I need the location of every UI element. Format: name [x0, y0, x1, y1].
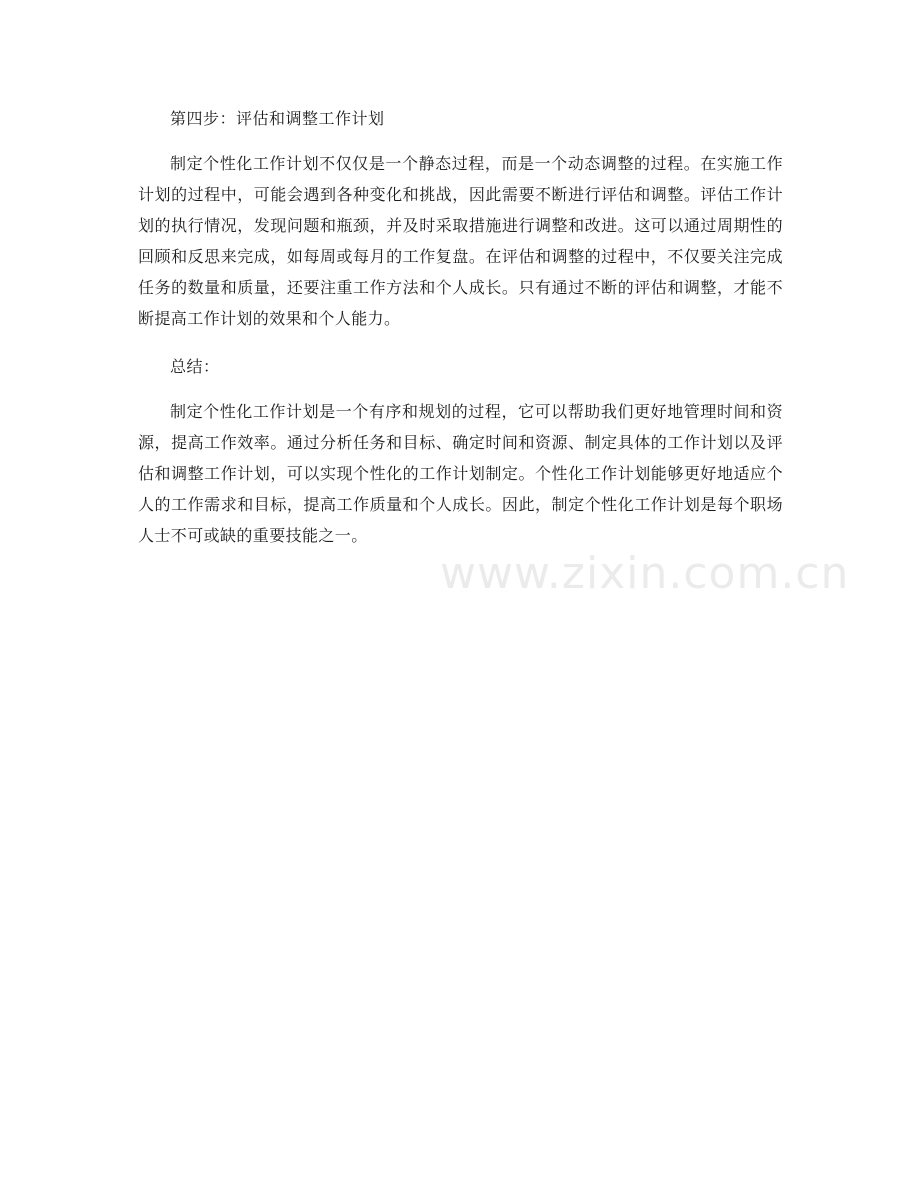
section-paragraph-step4: 制定个性化工作计划不仅仅是一个静态过程，而是一个动态调整的过程。在实施工作计划的过程中，可能会遇到各种变化和挑战，因此需要不断进行评估和调整。评估工作计划的执行情况，发现问题和瓶颈，并及时采取措施进行调整和改进。这可以通过周期性的回顾和反思来完成，如每周或每月的工作复盘。在评估和调整的过程中，不仅要关注完成任务的数量和质量，还要注重工作方法和个人成长。只有通过不断的评估和调整，才能不断提高工作计划的效果和个人能力。	[138, 154, 783, 328]
document-body	[138, 104, 783, 569]
section-heading-step4: 第四步：评估和调整工作计划	[170, 109, 385, 128]
watermark: www.zixin.com.cn	[440, 548, 850, 599]
section-heading-summary: 总结：	[170, 357, 220, 376]
section-paragraph-summary: 制定个性化工作计划是一个有序和规划的过程，它可以帮助我们更好地管理时间和资源，提高工作效率。通过分析任务和目标、确定时间和资源、制定具体的工作计划以及评估和调整工作计划，可以实现个性化的工作计划制定。个性化工作计划能够更好地适应个人的工作需求和目标，提高工作质量和个人成长。因此，制定个性化工作计划是每个职场人士不可或缺的重要技能之一。	[138, 402, 783, 545]
